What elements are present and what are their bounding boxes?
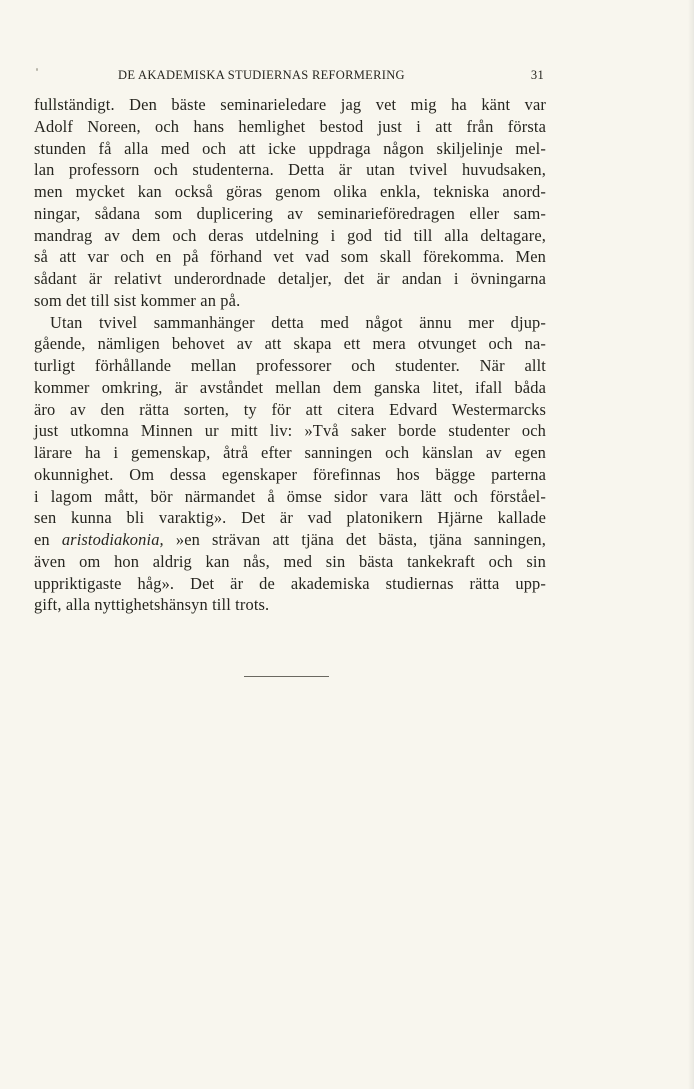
- text-line: men mycket kan också göras genom olika enkla, tekniska anord-: [34, 182, 546, 201]
- text-line: Adolf Noreen, och hans hemlighet bestod just i att från första: [34, 116, 546, 136]
- body-text: [34, 94, 546, 616]
- text-line: stunden få alla med och att icke uppdraga någon skiljelinje mel-: [34, 138, 546, 158]
- text-line: även om hon aldrig kan nås, med sin bästa tankekraft och sin: [34, 551, 546, 571]
- text-line: i lagom mått, bör närmandet å ömse sidor vara lätt och förståel-: [34, 486, 546, 506]
- running-title: DE AKADEMISKA STUDIERNAS REFORMERING: [118, 68, 405, 82]
- text-line: turligt förhållande mellan professorer och studenter. När allt: [34, 356, 546, 375]
- text-line: kommer omkring, är avståndet mellan dem ganska litet, ifall båda: [34, 377, 546, 397]
- line-prefix: en: [34, 530, 62, 549]
- italic-term: aristodiakonia,: [61, 530, 164, 549]
- text-line: ningar, sådana som duplicering av seminarieföredragen eller sam-: [34, 203, 546, 223]
- text-line: okunnighet. Om dessa egenskaper förefinnas hos bägge parterna: [34, 464, 546, 484]
- text-line: lan professorn och studenterna. Detta är utan tvivel huvudsaken,: [34, 160, 546, 180]
- text-line: fullständigt. Den bäste seminarieledare jag vet mig ha känt var: [34, 95, 546, 114]
- line-rest: »en strävan att tjäna det bästa, tjäna sanningen,: [163, 530, 546, 549]
- text-line: äro av den rätta sorten, ty för att citera Edvard Westermarcks: [34, 399, 546, 419]
- page-edge-shadow: [688, 0, 694, 1089]
- text-line: uppriktigaste håg». Det är de akademiska studiernas rätta upp-: [34, 573, 546, 593]
- text-line: så att var och en på förhand vet vad som skall förekomma. Men: [34, 247, 546, 267]
- text-line: mandrag av dem och deras utdelning i god tid till alla deltagare,: [34, 225, 546, 245]
- running-header: [118, 66, 544, 86]
- text-line: just utkomna Minnen ur mitt liv: »Två saker borde studenter och: [34, 421, 546, 441]
- paragraph-start-line: Utan tvivel sammanhänger detta med något ännu mer djup-: [50, 312, 546, 332]
- text-line: som det till sist kommer an på.: [34, 290, 241, 310]
- text-line: lärare ha i gemenskap, åtrå efter sanningen och känslan av egen: [34, 443, 546, 462]
- text-line: sen kunna bli varaktig». Det är vad platonikern Hjärne kallade: [34, 508, 546, 528]
- text-line: sådant är relativt underordnade detaljer, det är andan i övningarna: [34, 269, 546, 288]
- text-line-with-italic: [34, 529, 546, 551]
- section-end-rule: [244, 676, 329, 677]
- text-line: gående, nämligen behovet av att skapa ett mera otvunget och na-: [34, 334, 546, 354]
- page-number: 31: [530, 68, 544, 82]
- text-line: gift, alla nyttighetshänsyn till trots.: [34, 595, 270, 615]
- paper-speck: [36, 68, 38, 71]
